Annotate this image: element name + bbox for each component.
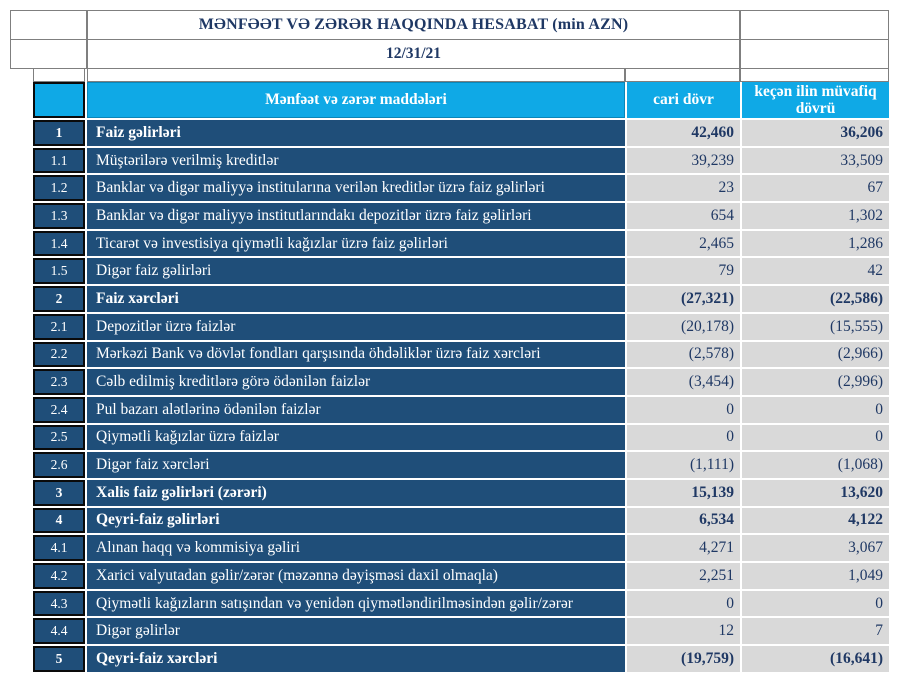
row-number: 1.2 — [33, 175, 85, 201]
profit-loss-report — [10, 10, 890, 672]
row-current-value: 2,251 — [627, 563, 740, 589]
row-label: Xarici valyutadan gəlir/zərər (məzənnə dəyişməsi daxil olmaqla) — [87, 563, 625, 589]
row-previous-value: 1,286 — [742, 231, 889, 257]
table-row — [10, 508, 890, 534]
row-current-value: 0 — [627, 397, 740, 423]
table-row — [10, 452, 890, 478]
row-previous-value: 13,620 — [742, 480, 889, 506]
table-row — [10, 397, 890, 423]
empty-cell — [10, 39, 87, 69]
table-row — [10, 175, 890, 201]
row-number: 1.5 — [33, 258, 85, 284]
row-number: 2.2 — [33, 342, 85, 368]
row-label: Banklar və digər maliyyə institutlarındakı depozitlər üzrə faiz gəlirləri — [87, 203, 625, 229]
row-label: Qeyri-faiz xərcləri — [87, 646, 625, 672]
row-label: Ticarət və investisiya qiymətli kağızlar üzrə faiz gəlirləri — [87, 231, 625, 257]
row-number: 2.6 — [33, 452, 85, 478]
table-row — [10, 148, 890, 174]
row-current-value: 0 — [627, 425, 740, 451]
row-current-value: 6,534 — [627, 508, 740, 534]
row-current-value: 2,465 — [627, 231, 740, 257]
row-label: Faiz gəlirləri — [87, 120, 625, 146]
col-header-previous: keçən ilin müvafiq dövrü — [742, 82, 889, 118]
report-date: 12/31/21 — [87, 39, 740, 69]
row-current-value: 39,239 — [627, 148, 740, 174]
table-row — [10, 314, 890, 340]
row-previous-value: 36,206 — [742, 120, 889, 146]
col-header-current: cari dövr — [627, 82, 740, 118]
row-current-value: (3,454) — [627, 369, 740, 395]
table-row — [10, 535, 890, 561]
table-row — [10, 591, 890, 617]
row-number: 1 — [33, 120, 85, 146]
empty-cell — [740, 68, 889, 82]
table-row — [10, 231, 890, 257]
page-title: MƏNFƏƏT VƏ ZƏRƏR HAQQINDA HESABAT (min AZN) — [87, 10, 740, 40]
row-current-value: 23 — [627, 175, 740, 201]
row-label: Alınan haqq və kommisiya gəliri — [87, 535, 625, 561]
row-previous-value: (16,641) — [742, 646, 889, 672]
row-label: Mərkəzi Bank və dövlət fondları qarşısında öhdəliklər üzrə faiz xərcləri — [87, 342, 625, 368]
row-previous-value: 0 — [742, 397, 889, 423]
row-number: 3 — [33, 480, 85, 506]
row-previous-value: 3,067 — [742, 535, 889, 561]
row-current-value: (27,321) — [627, 286, 740, 312]
row-label: Banklar və digər maliyyə institularına verilən kreditlər üzrə faiz gəlirləri — [87, 175, 625, 201]
row-number: 5 — [33, 646, 85, 672]
col-header-items: Mənfəət və zərər maddələri — [87, 82, 625, 118]
row-label: Faiz xərcləri — [87, 286, 625, 312]
table-row — [10, 286, 890, 312]
row-number: 1.3 — [33, 203, 85, 229]
row-number: 4.3 — [33, 591, 85, 617]
empty-cell — [87, 68, 625, 82]
row-previous-value: 7 — [742, 618, 889, 644]
row-previous-value: 67 — [742, 175, 889, 201]
row-previous-value: (2,966) — [742, 342, 889, 368]
row-label: Digər faiz gəlirləri — [87, 258, 625, 284]
row-label: Qiymətli kağızların satışından və yenidən qiymətləndirilməsindən gəlir/zərər — [87, 591, 625, 617]
empty-cell — [10, 10, 87, 40]
table-row — [10, 618, 890, 644]
row-label: Depozitlər üzrə faizlər — [87, 314, 625, 340]
row-previous-value: 4,122 — [742, 508, 889, 534]
table-row — [10, 563, 890, 589]
row-number: 1.4 — [33, 231, 85, 257]
row-previous-value: 1,049 — [742, 563, 889, 589]
table-rows — [10, 120, 890, 674]
row-current-value: 15,139 — [627, 480, 740, 506]
table-row — [10, 342, 890, 368]
row-current-value: (1,111) — [627, 452, 740, 478]
row-number: 2 — [33, 286, 85, 312]
table-row — [10, 480, 890, 506]
row-current-value: 654 — [627, 203, 740, 229]
table-row — [10, 120, 890, 146]
row-label: Müştərilərə verilmiş kreditlər — [87, 148, 625, 174]
row-label: Qiymətli kağızlar üzrə faizlər — [87, 425, 625, 451]
row-number: 4.1 — [33, 535, 85, 561]
col-header-number — [33, 82, 85, 118]
row-label: Digər gəlirlər — [87, 618, 625, 644]
row-number: 4.4 — [33, 618, 85, 644]
row-number: 2.5 — [33, 425, 85, 451]
row-number: 4 — [33, 508, 85, 534]
row-number: 2.3 — [33, 369, 85, 395]
row-previous-value: (1,068) — [742, 452, 889, 478]
table-row — [10, 646, 890, 672]
row-label: Digər faiz xərcləri — [87, 452, 625, 478]
row-label: Cəlb edilmiş kreditlərə görə ödənilən faizlər — [87, 369, 625, 395]
row-label: Qeyri-faiz gəlirləri — [87, 508, 625, 534]
table-row — [10, 203, 890, 229]
row-previous-value: (22,586) — [742, 286, 889, 312]
row-previous-value: 0 — [742, 591, 889, 617]
row-number: 4.2 — [33, 563, 85, 589]
empty-cell — [33, 68, 85, 82]
row-previous-value: 42 — [742, 258, 889, 284]
row-previous-value: (2,996) — [742, 369, 889, 395]
empty-cell — [625, 68, 740, 82]
empty-cell — [740, 10, 889, 40]
row-current-value: 12 — [627, 618, 740, 644]
row-label: Pul bazarı alətlərinə ödənilən faizlər — [87, 397, 625, 423]
row-previous-value: (15,555) — [742, 314, 889, 340]
table-row — [10, 258, 890, 284]
table-row — [10, 425, 890, 451]
row-current-value: 42,460 — [627, 120, 740, 146]
row-label: Xalis faiz gəlirləri (zərəri) — [87, 480, 625, 506]
row-current-value: 79 — [627, 258, 740, 284]
row-previous-value: 1,302 — [742, 203, 889, 229]
row-number: 2.1 — [33, 314, 85, 340]
row-current-value: 4,271 — [627, 535, 740, 561]
row-previous-value: 33,509 — [742, 148, 889, 174]
row-current-value: 0 — [627, 591, 740, 617]
row-number: 2.4 — [33, 397, 85, 423]
table-row — [10, 369, 890, 395]
row-current-value: (2,578) — [627, 342, 740, 368]
row-previous-value: 0 — [742, 425, 889, 451]
empty-cell — [740, 39, 889, 69]
row-current-value: (20,178) — [627, 314, 740, 340]
row-current-value: (19,759) — [627, 646, 740, 672]
row-number: 1.1 — [33, 148, 85, 174]
